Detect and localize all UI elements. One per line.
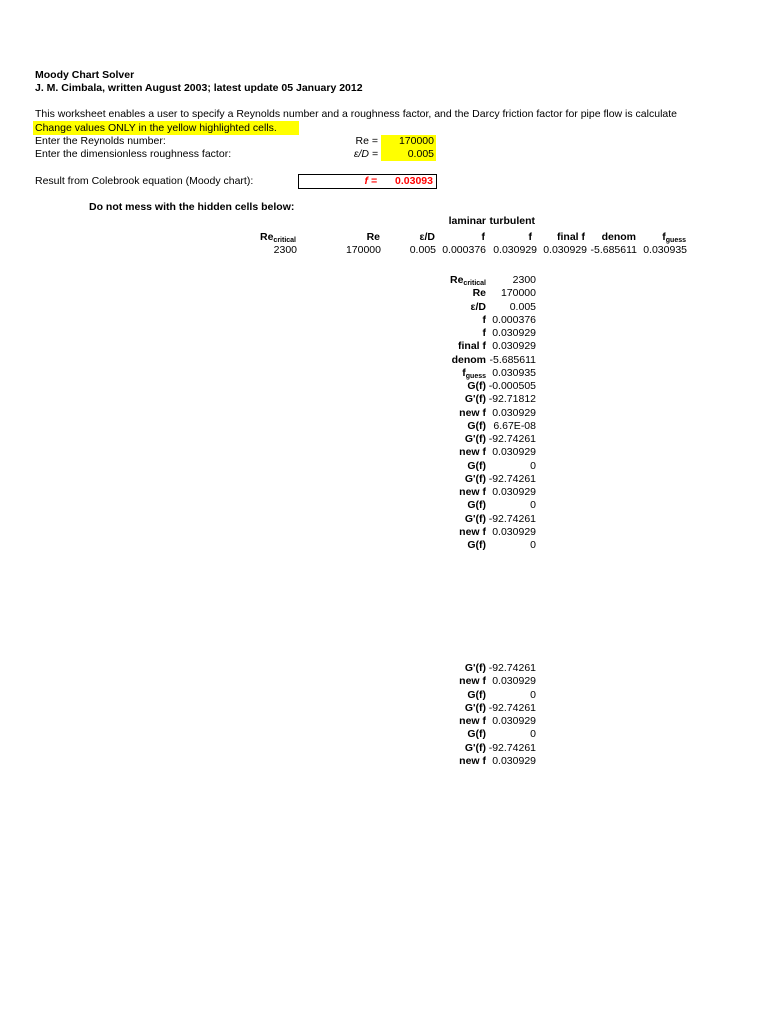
re-critical-value: 2300	[512, 274, 536, 286]
new-f-label: new f	[459, 675, 486, 688]
denom-label: denom	[451, 353, 486, 366]
re-critical-label	[420, 274, 486, 287]
g-of-f-value: 0	[530, 499, 536, 512]
result-box	[298, 174, 437, 189]
g-of-f-row	[420, 728, 536, 741]
hidden-cells-warning: Do not mess with the hidden cells below:	[89, 201, 295, 213]
g-prime-of-f-value: -92.74261	[488, 512, 536, 525]
g-prime-of-f-value: -92.74261	[488, 472, 536, 485]
f-turbulent-value: 0.030929	[492, 327, 536, 339]
f-guess-symbol: f	[662, 231, 666, 243]
reynolds-symbol: Re =	[355, 135, 378, 147]
new-f-value: 0.030929	[492, 715, 536, 728]
re-row	[420, 287, 536, 300]
re-value: 170000	[500, 287, 536, 300]
turbulent-group-label: turbulent	[489, 215, 535, 227]
iteration-list-continued	[420, 662, 536, 768]
new-f-label: new f	[459, 446, 486, 459]
re-label: Re	[472, 287, 486, 300]
col-header-re: Re	[366, 231, 380, 243]
iteration-list	[420, 274, 536, 552]
new-f-label: new f	[459, 755, 486, 768]
g-of-f-row	[420, 499, 536, 512]
f-turbulent-row	[420, 327, 536, 340]
friction-factor-value: 0.03093	[395, 175, 433, 187]
g-of-f-row	[420, 380, 536, 393]
instruction-note: Change values ONLY in the yellow highlighted cells.	[33, 121, 299, 135]
new-f-value: 0.030929	[492, 525, 536, 538]
g-of-f-row	[420, 539, 536, 552]
new-f-value: 0.030929	[492, 446, 536, 459]
col-value-relative-roughness: 0.005	[409, 244, 436, 256]
re-critical-symbol: Re	[259, 231, 274, 243]
reynolds-prompt: Enter the Reynolds number:	[35, 135, 166, 147]
re-critical-subscript: critical	[463, 280, 486, 287]
g-prime-of-f-row	[420, 742, 536, 755]
g-prime-of-f-value: -92.74261	[488, 701, 536, 714]
author-line: J. M. Cimbala, written August 2003; latest update 05 January 2012	[35, 82, 363, 94]
g-of-f-label: G(f)	[467, 380, 486, 392]
col-header-relative-roughness: ε/D	[419, 231, 435, 243]
final-f-row	[420, 340, 536, 353]
g-prime-of-f-row	[420, 513, 536, 526]
denom-row	[420, 354, 536, 367]
new-f-row	[420, 446, 536, 459]
g-prime-of-f-value: -92.74261	[488, 433, 536, 445]
reynolds-input-cell[interactable]: 170000	[381, 135, 436, 148]
col-header-f-turbulent: f	[528, 231, 532, 243]
g-of-f-row	[420, 460, 536, 473]
g-prime-of-f-value: -92.74261	[488, 662, 536, 674]
roughness-input-cell[interactable]: 0.005	[381, 148, 436, 161]
col-value-denom: -5.685611	[590, 244, 637, 256]
g-of-f-row	[420, 689, 536, 702]
col-value-final-f: 0.030929	[543, 244, 587, 256]
f-guess-value: 0.030935	[492, 366, 536, 379]
col-value-re: 170000	[345, 244, 381, 256]
final-f-value: 0.030929	[492, 340, 536, 353]
result-prompt: Result from Colebrook equation (Moody chart):	[35, 175, 254, 187]
friction-factor-symbol: f =	[364, 175, 377, 187]
f-turbulent-label: f	[482, 327, 486, 339]
g-prime-of-f-label: G'(f)	[464, 662, 486, 674]
g-of-f-label: G(f)	[467, 499, 486, 512]
new-f-value: 0.030929	[492, 755, 536, 768]
g-of-f-label: G(f)	[467, 419, 486, 432]
col-value-f-laminar: 0.000376	[442, 244, 486, 256]
col-header-final-f: final f	[557, 231, 585, 243]
laminar-group-label: laminar	[448, 215, 486, 227]
col-value-re-critical: 2300	[273, 244, 297, 256]
col-value-f-turbulent: 0.030929	[493, 244, 537, 256]
g-prime-of-f-row	[420, 473, 536, 486]
f-laminar-value: 0.000376	[492, 313, 536, 326]
re-critical-row	[420, 274, 536, 287]
re-critical-subscript: critical	[273, 237, 296, 244]
col-header-re-critical	[240, 231, 297, 244]
roughness-prompt: Enter the dimensionless roughness factor:	[35, 148, 232, 160]
new-f-label: new f	[459, 406, 486, 419]
g-of-f-value: 0	[530, 459, 536, 472]
relative-roughness-row	[420, 301, 536, 314]
new-f-value: 0.030929	[492, 486, 536, 498]
final-f-label: final f	[458, 340, 486, 353]
relative-roughness-label: ε/D	[470, 300, 486, 313]
col-header-f-laminar: f	[481, 231, 485, 243]
g-prime-of-f-value: -92.74261	[488, 741, 536, 754]
g-of-f-value: 0	[530, 688, 536, 701]
new-f-value: 0.030929	[492, 406, 536, 419]
f-guess-row	[420, 367, 536, 380]
new-f-row	[420, 407, 536, 420]
g-prime-of-f-label: G'(f)	[464, 512, 486, 525]
new-f-row	[420, 486, 536, 499]
re-critical-symbol: Re	[449, 274, 464, 286]
col-header-f-guess	[637, 231, 687, 244]
denom-value: -5.685611	[489, 353, 536, 366]
g-of-f-value: 0	[530, 728, 536, 741]
col-value-f-guess: 0.030935	[643, 244, 687, 256]
g-prime-of-f-row	[420, 433, 536, 446]
f-laminar-label: f	[482, 313, 486, 326]
g-prime-of-f-label: G'(f)	[464, 701, 486, 714]
new-f-row	[420, 715, 536, 728]
relative-roughness-value: 0.005	[509, 300, 536, 313]
description-text: This worksheet enables a user to specify a Reynolds number and a roughness factor, and the Darcy friction factor for pipe flow is calculate	[35, 108, 677, 120]
g-of-f-value: -0.000505	[488, 380, 536, 392]
g-prime-of-f-label: G'(f)	[464, 741, 486, 754]
f-guess-label	[420, 367, 486, 380]
roughness-symbol: ε/D =	[353, 148, 378, 160]
g-prime-of-f-label: G'(f)	[464, 433, 486, 445]
g-prime-of-f-row	[420, 702, 536, 715]
g-of-f-label: G(f)	[467, 459, 486, 472]
new-f-value: 0.030929	[492, 675, 536, 688]
g-of-f-value: 0	[530, 539, 536, 551]
g-of-f-label: G(f)	[467, 539, 486, 551]
g-prime-of-f-row	[420, 662, 536, 675]
new-f-label: new f	[459, 486, 486, 498]
new-f-label: new f	[459, 525, 486, 538]
col-header-denom: denom	[601, 231, 636, 243]
g-of-f-value: 6.67E-08	[493, 419, 536, 432]
g-of-f-label: G(f)	[467, 728, 486, 741]
g-of-f-row	[420, 420, 536, 433]
f-guess-subscript: guess	[465, 372, 486, 380]
new-f-row	[420, 675, 536, 688]
g-of-f-label: G(f)	[467, 688, 486, 701]
g-prime-of-f-label: G'(f)	[464, 393, 486, 406]
g-prime-of-f-row	[420, 393, 536, 406]
new-f-row	[420, 755, 536, 768]
g-prime-of-f-value: -92.71812	[488, 393, 536, 406]
f-laminar-row	[420, 314, 536, 327]
f-guess-subscript: guess	[665, 237, 686, 244]
f-guess-symbol: f	[462, 366, 466, 379]
sheet-title: Moody Chart Solver	[35, 69, 135, 81]
new-f-row	[420, 526, 536, 539]
g-prime-of-f-label: G'(f)	[464, 472, 486, 485]
new-f-label: new f	[459, 715, 486, 728]
